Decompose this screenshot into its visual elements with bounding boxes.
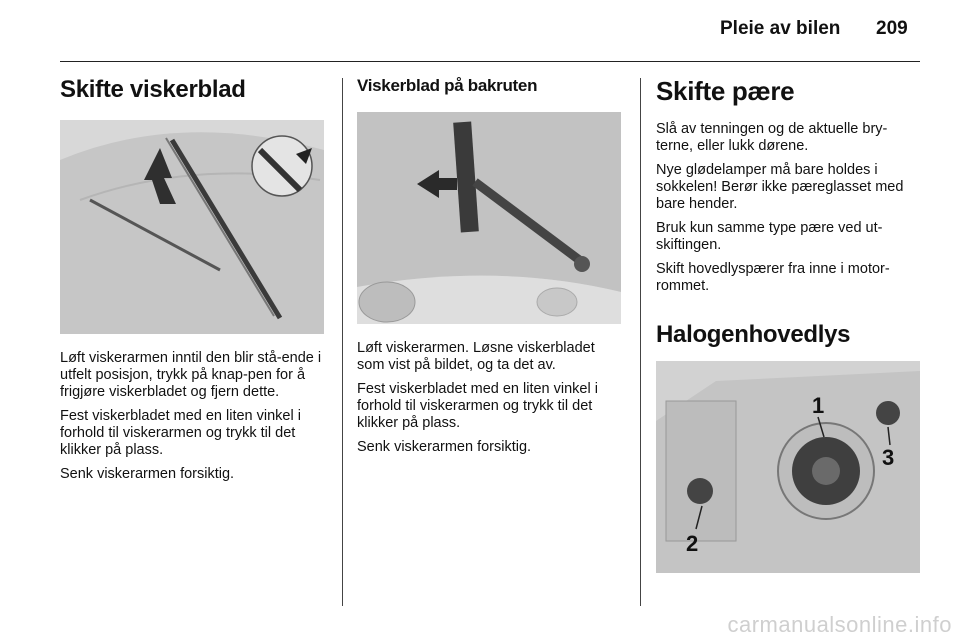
paragraph: Skift hovedlyspærer fra inne i motor-rommet. [656,261,890,294]
paragraph: Fest viskerbladet med en liten vinkel i forhold til viskerarmen og trykk til det klikker på plass. [60,408,301,458]
wiper-blade-windscreen-illustration [60,120,324,334]
section-heading-wiper-blade: Skifte viskerblad [60,76,246,103]
callout-2: 2 [686,531,699,556]
column-wiper-blade [60,76,328,490]
paragraph: Løft viskerarmen. Løsne viskerbladet som vist på bildet, og ta det av. [357,340,595,373]
paragraph: Slå av tenningen og de aktuelle bry-terne, eller lukk dørene. [656,121,888,154]
column-rear-wiper [357,76,625,463]
paragraph: Bruk kun samme type pære ved ut-skiftingen. [656,220,883,253]
page-number: 209 [876,18,908,39]
section-heading-rear-wiper: Viskerblad på bakruten [357,76,538,95]
paragraph: Løft viskerarmen inntil den blir stå-ende i utfelt posisjon, trykk på knap-pen for å frigjøre viskerbladet og fjern dette. [60,350,322,400]
halogen-headlamp-illustration [656,361,920,573]
page-header-title: Pleie av bilen [720,18,841,39]
paragraph: Senk viskerarmen forsiktig. [357,439,532,455]
paragraph: Senk viskerarmen forsiktig. [60,466,235,482]
callout-1: 1 [812,393,825,418]
header-divider [60,61,920,62]
rear-wiper-illustration [357,112,621,324]
column-bulb-replacement [656,76,924,573]
callout-3: 3 [882,445,895,470]
section-heading-halogen: Halogenhovedlys [656,321,851,348]
column-divider [342,78,343,606]
paragraph: Fest viskerbladet med en liten vinkel i forhold til viskerarmen og trykk til det klikker på plass. [357,381,598,431]
section-heading-bulb-replacement: Skifte pære [656,76,795,106]
watermark: carmanualsonline.info [727,612,952,637]
paragraph: Nye glødelamper må bare holdes i sokkelen! Berør ikke pæreglasset med bare hender. [656,162,904,212]
column-divider [640,78,641,606]
